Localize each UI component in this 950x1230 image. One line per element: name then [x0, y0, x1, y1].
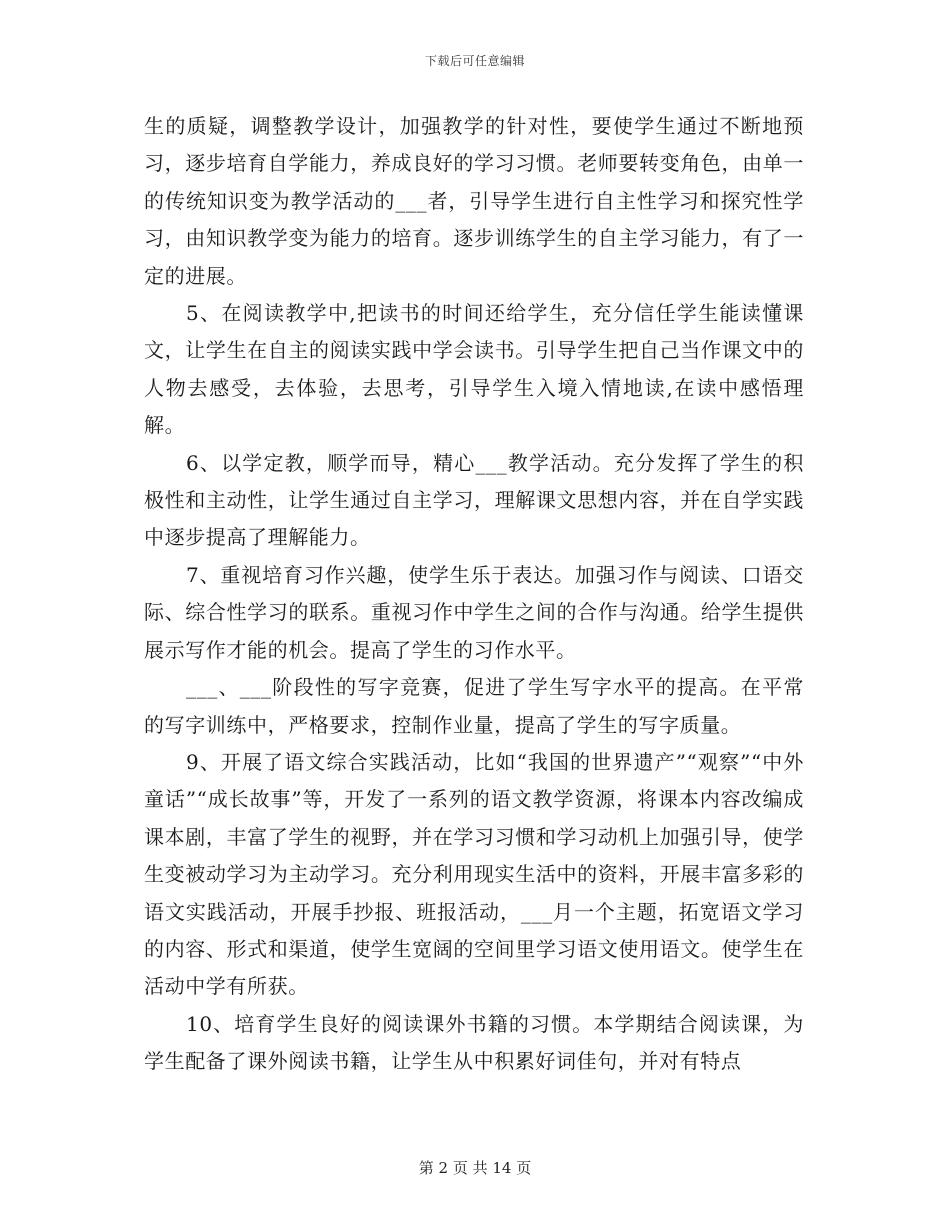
paragraph-7: 10、培育学生良好的阅读课外书籍的习惯。本学期结合阅读课，为学生配备了课外阅读书籍，让学生从中积累好词佳句，并对有特点	[144, 1011, 804, 1074]
paragraph-4: 7、重视培育习作兴趣，使学生乐于表达。加强习作与阅读、口语交际、综合性学习的联系。重视习作中学生之间的合作与沟通。给学生提供展示写作才能的机会。提高了学生的习作水平。	[144, 562, 804, 662]
paragraph-5: ___、___阶段性的写字竞赛，促进了学生写字水平的提高。在平常的写字训练中，严格要求，控制作业量，提高了学生的写字质量。	[144, 675, 804, 737]
paragraph-1: 生的质疑，调整教学设计，加强教学的针对性，要使学生通过不断地预习，逐步培育自学能力，养成良好的学习习惯。老师要转变角色，由单一的传统知识变为教学活动的___者，引导学生进行自主性学习和探究性学习，由知识教学变为能力的培育。逐步训练学生的自主学习能力，有了一定的进展。	[144, 114, 804, 288]
paragraph-2: 5、在阅读教学中,把读书的时间还给学生，充分信任学生能读懂课文，让学生在自主的阅读实践中学会读书。引导学生把自己当作课文中的人物去感受，去体验，去思考，引导学生入境入情地读,在读中感悟理解。	[144, 301, 804, 438]
document-body	[144, 108, 804, 1081]
paragraph-3: 6、以学定教，顺学而导，精心___教学活动。充分发挥了学生的积极性和主动性，让学生通过自主学习，理解课文思想内容，并在自学实践中逐步提高了理解能力。	[144, 450, 804, 550]
page-footer: 第 2 页 共 14 页	[418, 1159, 532, 1177]
paragraph-6: 9、开展了语文综合实践活动，比如“我国的世界遗产”“观察”“中外童话”“成长故事”等，开发了一系列的语文教学资源，将课本内容改编成课本剧，丰富了学生的视野，并在学习习惯和学习动机上加强引导，使学生变被动学习为主动学习。充分利用现实生活中的资料，开展丰富多彩的语文实践活动，开展手抄报、班报活动，___月一个主题，拓宽语文学习的内容、形式和渠道，使学生宽阔的空间里学习语文使用语文。使学生在活动中学有所获。	[144, 749, 804, 999]
page-header: 下载后可任意编辑	[424, 54, 525, 68]
